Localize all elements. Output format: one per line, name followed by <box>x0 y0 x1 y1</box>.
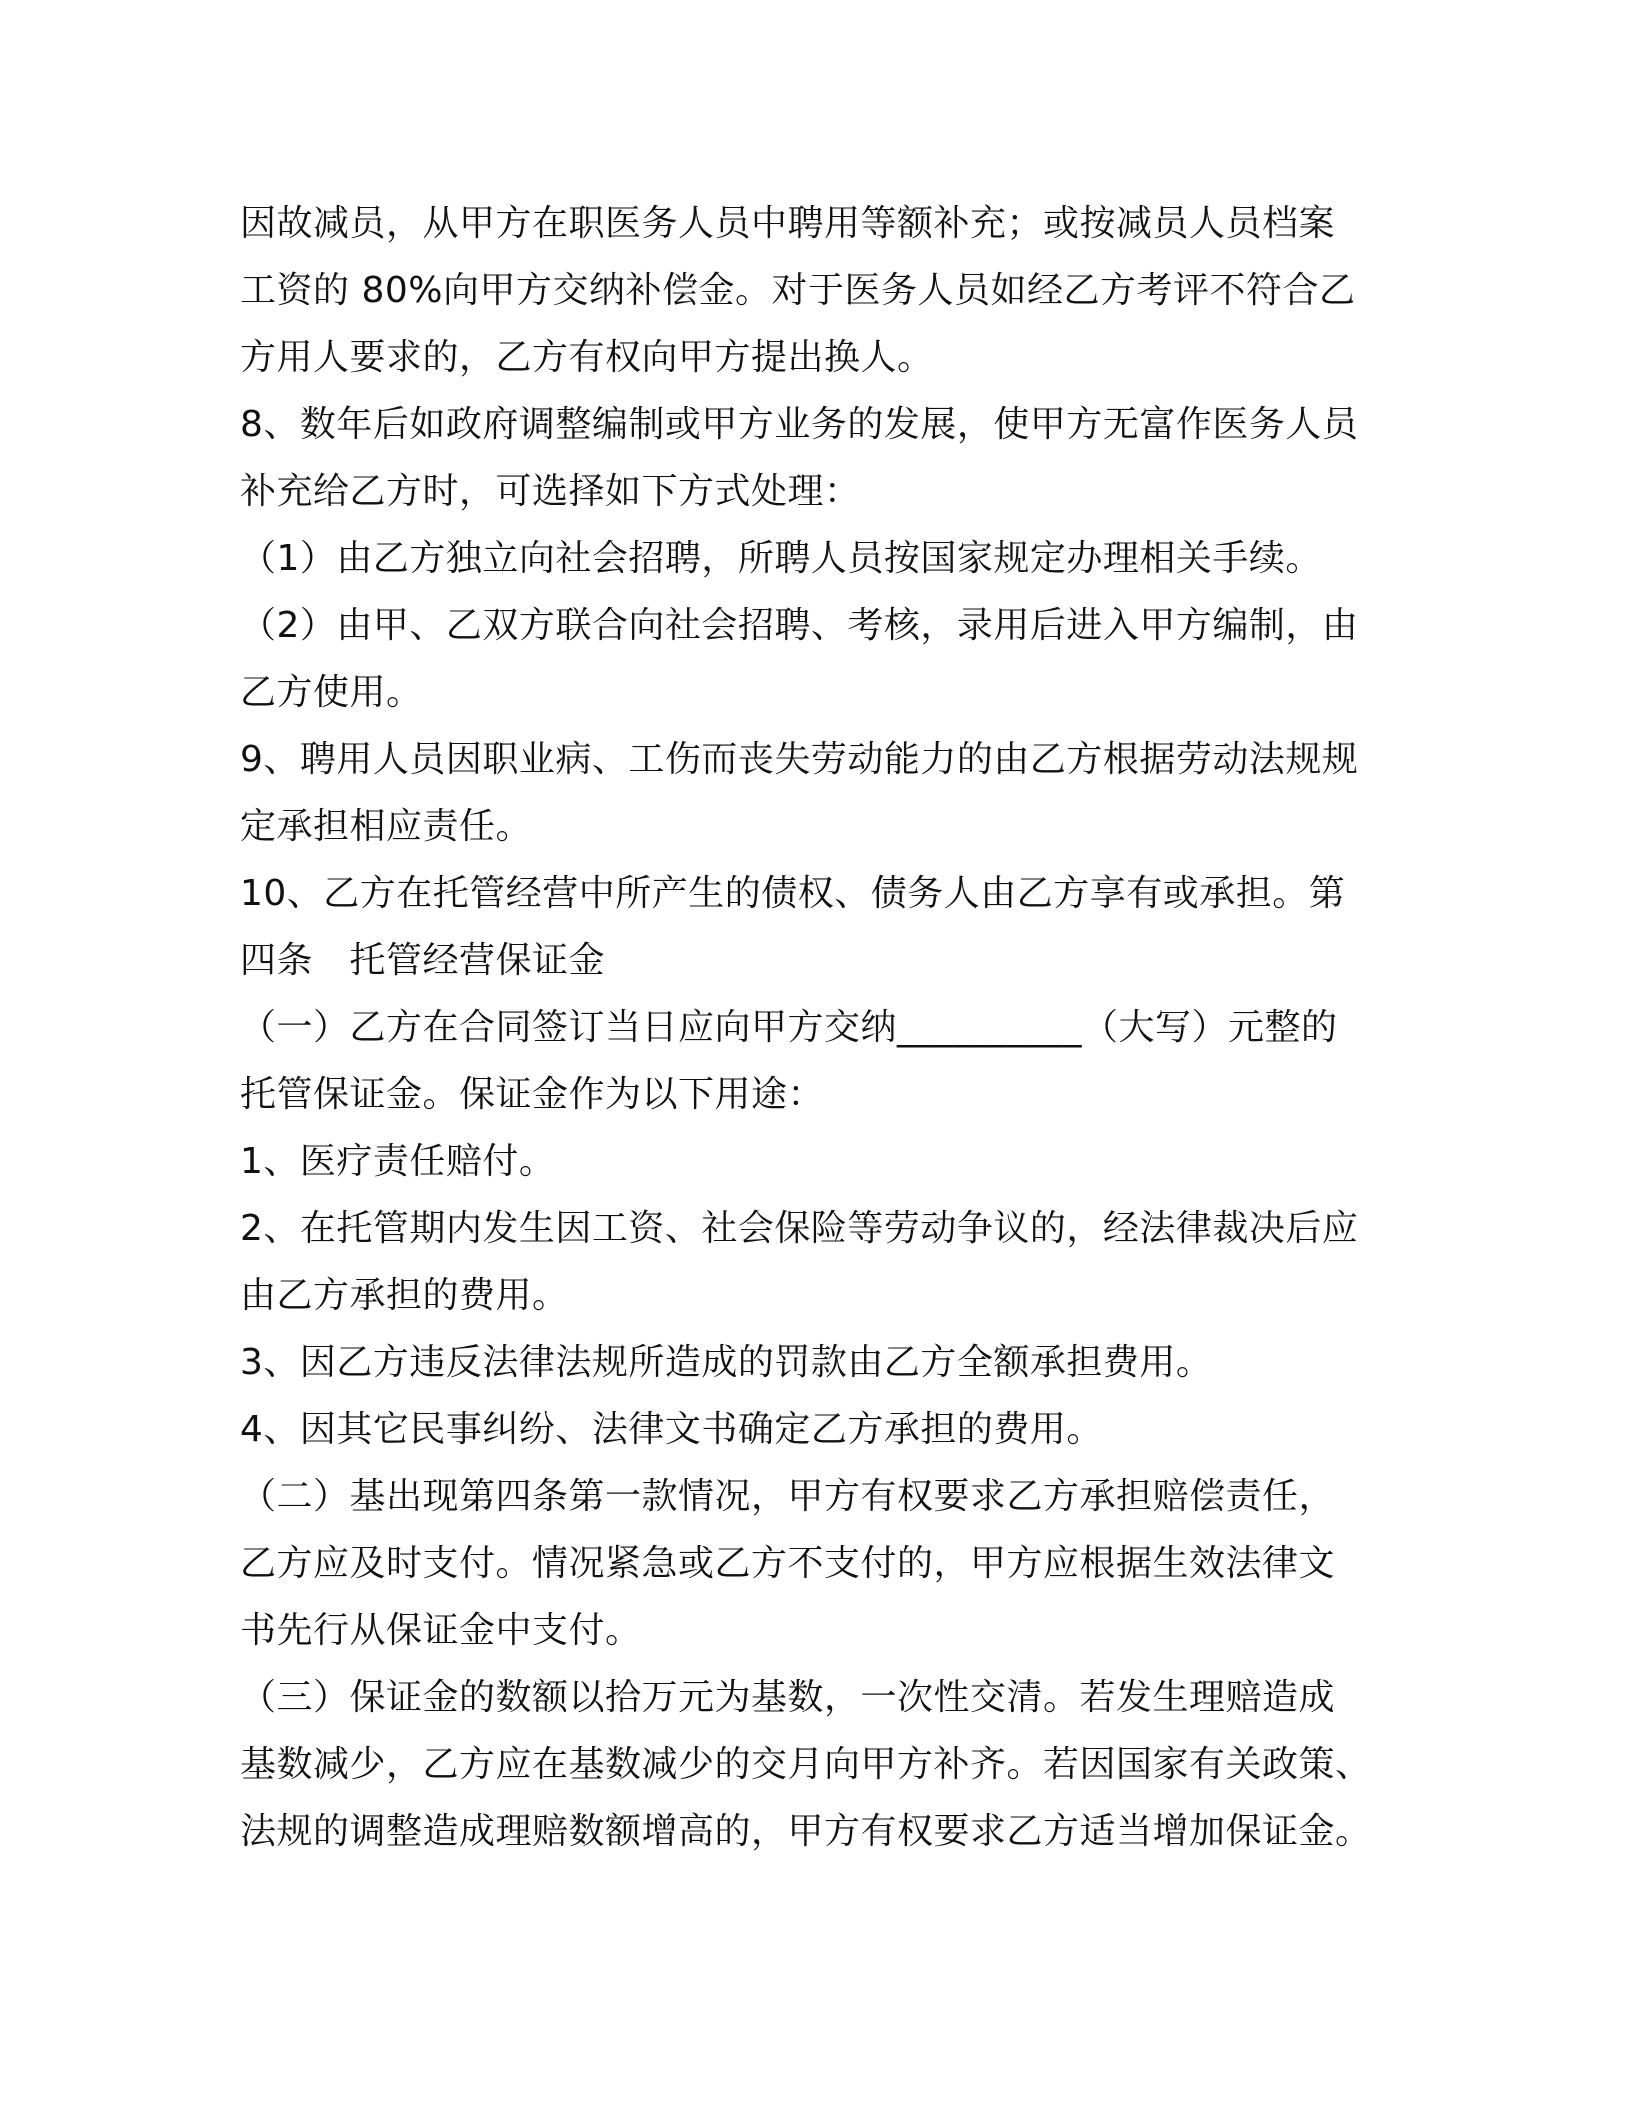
text-line: 托管保证金。保证金作为以下用途： <box>240 1074 825 1115</box>
text-line: 四条 托管经营保证金 <box>240 940 606 981</box>
text-line: 由乙方承担的费用。 <box>240 1275 569 1316</box>
text-line: 方用人要求的，乙方有权向甲方提出换人。 <box>240 337 934 378</box>
text-line: 10、乙方在托管经营中所产生的债权、债务人由乙方享有或承担。第 <box>240 873 1346 914</box>
text-line: 基数减少，乙方应在基数减少的交月向甲方补齐。若因国家有关政策、 <box>240 1744 1372 1785</box>
text-line: 定承担相应责任。 <box>240 806 533 847</box>
text-line: 乙方应及时支付。情况紧急或乙方不支付的，甲方应根据生效法律文 <box>240 1543 1336 1584</box>
text-line: 工资的 80%向甲方交纳补偿金。对于医务人员如经乙方考评不符合乙 <box>240 270 1356 311</box>
text-line: 因故减员，从甲方在职医务人员中聘用等额补充；或按减员人员档案 <box>240 203 1336 244</box>
text-line: （三）保证金的数额以拾万元为基数，一次性交清。若发生理赔造成 <box>240 1677 1336 1718</box>
text-line: 法规的调整造成理赔数额增高的，甲方有权要求乙方适当增加保证金。 <box>240 1811 1372 1852</box>
text-line: 9、聘用人员因职业病、工伤而丧失劳动能力的由乙方根据劳动法规规 <box>240 739 1359 780</box>
text-line: （1）由乙方独立向社会招聘，所聘人员按国家规定办理相关手续。 <box>240 538 1322 579</box>
text-line: （一）乙方在合同签订当日应向甲方交纳__________（大写）元整的 <box>240 1007 1338 1048</box>
text-line: （二）基出现第四条第一款情况，甲方有权要求乙方承担赔偿责任， <box>240 1476 1336 1517</box>
text-line: 乙方使用。 <box>240 672 423 713</box>
document-body <box>240 190 1410 1865</box>
text-line: 3、因乙方违反法律法规所造成的罚款由乙方全额承担费用。 <box>240 1342 1213 1383</box>
text-line: 书先行从保证金中支付。 <box>240 1610 642 1651</box>
text-line: 补充给乙方时，可选择如下方式处理： <box>240 471 861 512</box>
text-line: 2、在托管期内发生因工资、社会保险等劳动争议的，经法律裁决后应 <box>240 1208 1359 1249</box>
text-line: 1、医疗责任赔付。 <box>240 1141 556 1182</box>
text-line: 8、数年后如政府调整编制或甲方业务的发展，使甲方无富作医务人员 <box>240 404 1359 445</box>
text-line: （2）由甲、乙双方联合向社会招聘、考核，录用后进入甲方编制，由 <box>240 605 1359 646</box>
text-line: 4、因其它民事纠纷、法律文书确定乙方承担的费用。 <box>240 1409 1103 1450</box>
